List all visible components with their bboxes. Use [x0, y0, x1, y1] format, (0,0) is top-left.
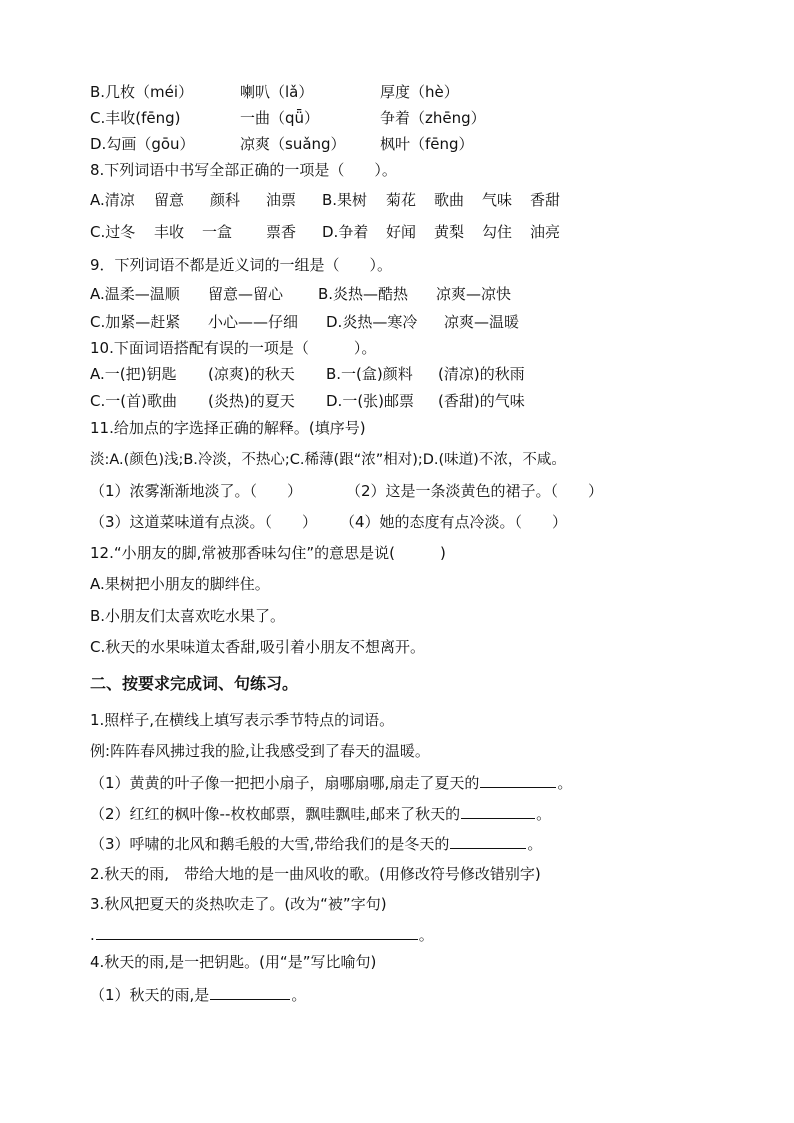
question-10-row-2: [90, 389, 525, 413]
q8-word: 菊花: [386, 191, 417, 209]
q8-word: 油票: [266, 191, 297, 209]
s2-q1-example: 例:阵阵春风拂过我的脸,让我感受到了春天的温暖。: [90, 742, 430, 760]
option-c-item-1: C.丰收(fēng): [90, 109, 181, 127]
option-row-c: [90, 106, 486, 130]
q11-item-1: （1）浓雾渐渐地淡了。（ ）: [90, 482, 303, 500]
question-9-row-2: [90, 310, 519, 334]
s2-q1-item-2-text: （2）红红的枫叶像--枚枚邮票，飘哇飘哇,邮来了秋天的: [90, 805, 461, 823]
q10-phrase: D.一(张)邮票: [326, 392, 415, 410]
q11-item-3: （3）这道菜味道有点淡。（ ）: [90, 513, 318, 531]
q11-item-2: （2）这是一条淡黄色的裙子。（ ）: [346, 482, 604, 500]
q8-word: B.果树: [322, 191, 368, 209]
option-b-item-2: 喇叭（lǎ）: [240, 83, 314, 101]
q10-phrase: A.一(把)钥匙: [90, 365, 177, 383]
q8-word: 丰收: [154, 223, 185, 241]
q10-phrase: (清凉)的秋雨: [438, 365, 525, 383]
question-11-definitions: 淡:A.(颜色)浅;B.冷淡，不热心;C.稀薄(跟“浓”相对);D.(味道)不浓，不咸。: [90, 452, 566, 468]
question-12-option-b: B.小朋友们太喜欢吃水果了。: [90, 607, 286, 625]
s2-q1-item-3-text: （3）呼啸的北风和鹅毛般的大雪,带给我们的是冬天的: [90, 835, 450, 853]
q8-word: 香甜: [530, 191, 561, 209]
s2-q1-item-1-text: （1）黄黄的叶子像一把把小扇子，扇哪扇哪,扇走了夏天的: [90, 774, 480, 792]
period: 。: [536, 805, 552, 823]
q8-word: 黄梨: [434, 223, 465, 241]
q8-word: 留意: [154, 191, 185, 209]
option-d-item-1: D.勾画（gōu）: [90, 135, 195, 153]
q10-phrase: (炎热)的夏天: [208, 392, 295, 410]
q9-pair: A.温柔—温顺: [90, 285, 180, 303]
q9-pair: 凉爽—温暖: [444, 313, 520, 331]
q9-pair: 小心——仔细: [208, 313, 299, 331]
option-b-item-3: 厚度（hè）: [380, 83, 459, 101]
section-2-title: 二、按要求完成词、句练习。: [90, 674, 299, 693]
question-11-row-1: [90, 479, 603, 503]
q10-phrase: B.一(盒)颜料: [326, 365, 413, 383]
question-11-stem: 11.给加点的字选择正确的解释。(填序号): [90, 419, 366, 437]
q9-pair: 凉爽—凉快: [436, 285, 512, 303]
question-9-stem: 9．下列词语不都是近义词的一组是（ ）。: [90, 256, 393, 274]
question-12-option-a: A.果树把小朋友的脚绊住。: [90, 575, 270, 593]
question-8-stem: 8.下列词语中书写全部正确的一项是（ ）。: [90, 161, 397, 179]
period: 。: [291, 986, 307, 1004]
s2-q3-stem: 3.秋风把夏天的炎热吹走了。(改为“被”字句): [90, 895, 387, 913]
s2-q1-item-1: [90, 771, 572, 795]
q11-item-4: （4）她的态度有点冷淡。（ ）: [340, 513, 568, 531]
q8-word: 一盒: [202, 223, 233, 241]
s2-q3-lead: .: [90, 926, 95, 944]
s2-q4-stem: 4.秋天的雨,是一把钥匙。(用“是”写比喻句): [90, 953, 377, 971]
q9-pair: C.加紧—赶紧: [90, 313, 181, 331]
q8-word: 票香: [266, 223, 297, 241]
answer-blank[interactable]: [480, 771, 556, 788]
answer-blank[interactable]: [461, 802, 535, 819]
answer-blank[interactable]: [450, 832, 526, 849]
question-9-row-1: [90, 282, 511, 306]
q8-word: 好闻: [386, 223, 417, 241]
question-8-row-2: [90, 220, 560, 244]
q8-word: 气味: [482, 191, 513, 209]
question-8-row-1: [90, 188, 560, 212]
q8-word: 颜科: [210, 191, 241, 209]
q9-pair: D.炎热—寒冷: [326, 313, 418, 331]
q10-phrase: C.一(首)歌曲: [90, 392, 177, 410]
q8-word: A.清凉: [90, 191, 135, 209]
option-d-item-3: 枫叶（fēng）: [380, 135, 474, 153]
period: 。: [557, 774, 573, 792]
s2-q1-stem: 1.照样子,在横线上填写表示季节特点的词语。: [90, 711, 395, 729]
s2-q3-answer-line: [90, 923, 434, 947]
s2-q2: 2.秋天的雨, 带给大地的是一曲风收的歌。(用修改符号修改错别字): [90, 865, 541, 883]
q8-word: C.过冬: [90, 223, 136, 241]
s2-q1-item-2: [90, 802, 551, 826]
s2-q1-item-3: [90, 832, 542, 856]
q8-word: 勾住: [482, 223, 513, 241]
option-row-b: [90, 80, 459, 104]
q10-phrase: (香甜)的气味: [438, 392, 525, 410]
option-row-d: [90, 132, 474, 156]
s2-q4-item-1: [90, 983, 306, 1007]
q9-pair: 留意—留心: [208, 285, 284, 303]
s2-q4-item-1-text: （1）秋天的雨,是: [90, 986, 210, 1004]
period: 。: [418, 926, 434, 944]
q8-word: D.争着: [322, 223, 369, 241]
q8-word: 歌曲: [434, 191, 465, 209]
answer-blank[interactable]: [96, 923, 418, 940]
option-c-item-3: 争着（zhēng）: [380, 109, 486, 127]
option-b-item-1: B.几枚（méi）: [90, 83, 194, 101]
answer-blank[interactable]: [210, 983, 290, 1000]
question-12-option-c: C.秋天的水果味道太香甜,吸引着小朋友不想离开。: [90, 638, 426, 656]
question-12-stem: 12.“小朋友的脚,常被那香味勾住”的意思是说( ): [90, 544, 446, 562]
q9-pair: B.炎热—酷热: [318, 285, 409, 303]
question-11-row-2: [90, 510, 567, 534]
option-d-item-2: 凉爽（suǎng）: [240, 135, 346, 153]
question-10-stem: 10.下面词语搭配有误的一项是（ ）。: [90, 339, 377, 357]
q10-phrase: (凉爽)的秋天: [208, 365, 295, 383]
question-10-row-1: [90, 362, 525, 386]
q8-word: 油亮: [530, 223, 561, 241]
period: 。: [527, 835, 543, 853]
option-c-item-2: 一曲（qǖ）: [240, 109, 320, 127]
